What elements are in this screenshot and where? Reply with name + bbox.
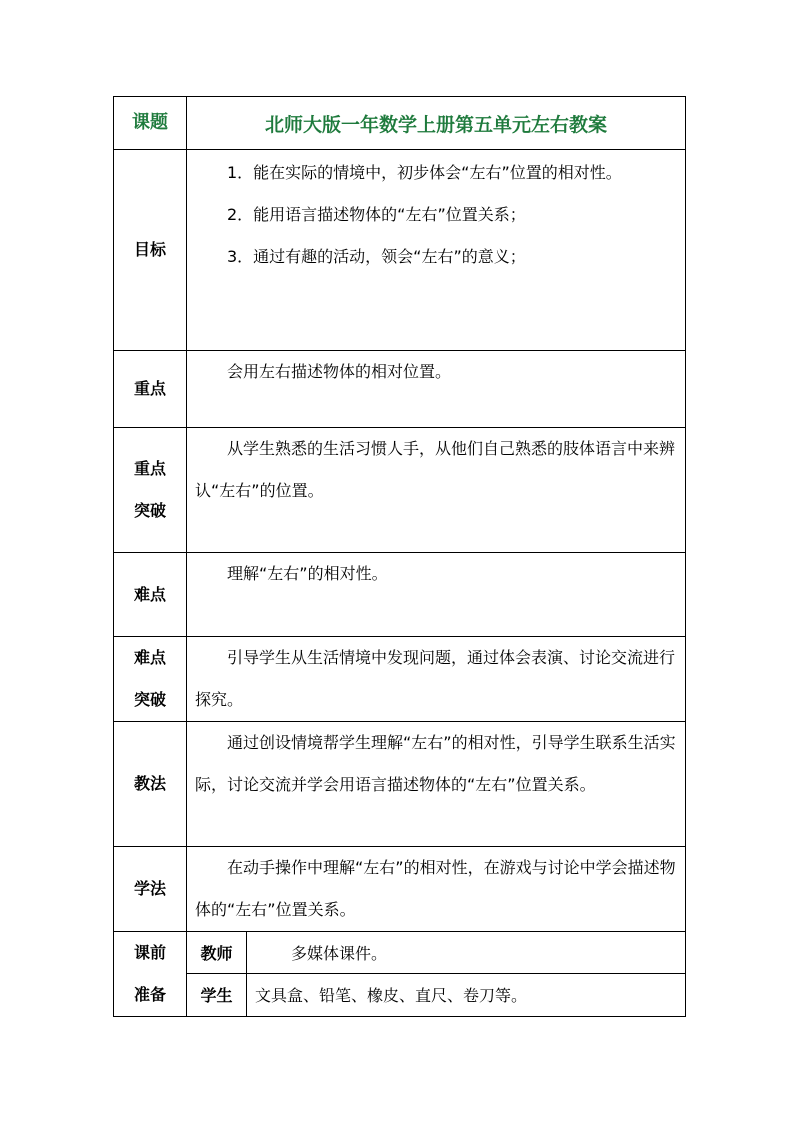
learning-method-text: 在动手操作中理解“左右”的相对性，在游戏与讨论中学会描述物体的“左右”位置关系。 — [195, 858, 676, 919]
goal-item: 2．能用语言描述物体的“左右”位置关系； — [227, 205, 526, 224]
teacher-text: 多媒体课件。 — [291, 943, 388, 963]
teaching-method-row — [114, 722, 686, 847]
key-breakthrough-label-line2: 突破 — [133, 501, 166, 520]
learning-method-row — [114, 847, 686, 932]
teaching-method-content — [187, 722, 686, 847]
key-point-text: 会用左右描述物体的相对位置。 — [227, 362, 452, 381]
difficulty-breakthrough-text: 引导学生从生活情境中发现问题，通过体会表演、讨论交流进行探究。 — [195, 648, 676, 709]
preparation-label — [114, 932, 187, 1017]
key-breakthrough-row — [114, 428, 686, 553]
goals-label: 目标 — [114, 150, 187, 351]
difficulty-breakthrough-content — [187, 637, 686, 722]
teaching-method-text: 通过创设情境帮学生理解“左右”的相对性，引导学生联系生活实际，讨论交流并学会用语言描述物体的“左右”位置关系。 — [195, 733, 676, 794]
key-point-label: 重点 — [114, 351, 187, 428]
difficulty-breakthrough-row — [114, 637, 686, 722]
student-label: 学生 — [187, 973, 247, 1016]
teacher-label: 教师 — [187, 932, 247, 974]
learning-method-content — [187, 847, 686, 932]
difficulty-label: 难点 — [114, 553, 187, 637]
difficulty-breakthrough-label — [114, 637, 187, 722]
lesson-title: 北师大版一年数学上册第五单元左右教案 — [187, 97, 686, 150]
lesson-plan-table — [113, 96, 686, 1017]
teaching-method-label: 教法 — [114, 722, 187, 847]
difficulty-content — [187, 553, 686, 637]
goals-row — [114, 150, 686, 351]
preparation-label-line2: 准备 — [133, 985, 166, 1004]
student-text: 文具盒、铅笔、橡皮、直尺、卷刀等。 — [255, 986, 528, 1006]
learning-method-label: 学法 — [114, 847, 187, 932]
student-content — [247, 973, 686, 1016]
key-breakthrough-label — [114, 428, 187, 553]
title-label: 课题 — [114, 97, 187, 150]
key-breakthrough-content — [187, 428, 686, 553]
difficulty-row — [114, 553, 686, 637]
goal-item: 3．通过有趣的活动，领会“左右”的意义； — [227, 247, 526, 266]
key-point-content — [187, 351, 686, 428]
goals-content — [187, 150, 686, 351]
difficulty-breakthrough-label-line2: 突破 — [133, 690, 166, 709]
preparation-label-line1: 课前 — [133, 943, 166, 962]
difficulty-breakthrough-label-line1: 难点 — [133, 648, 166, 667]
key-breakthrough-text: 从学生熟悉的生活习惯人手，从他们自己熟悉的肢体语言中来辨认“左右”的位置。 — [195, 439, 676, 500]
goal-item: 1．能在实际的情境中，初步体会“左右”位置的相对性。 — [227, 163, 622, 182]
teacher-content — [247, 932, 686, 974]
key-breakthrough-label-line1: 重点 — [133, 459, 166, 478]
preparation-teacher-row — [114, 932, 686, 974]
preparation-student-row — [114, 973, 686, 1016]
title-row — [114, 97, 686, 150]
difficulty-text: 理解“左右”的相对性。 — [227, 564, 388, 583]
key-point-row — [114, 351, 686, 428]
